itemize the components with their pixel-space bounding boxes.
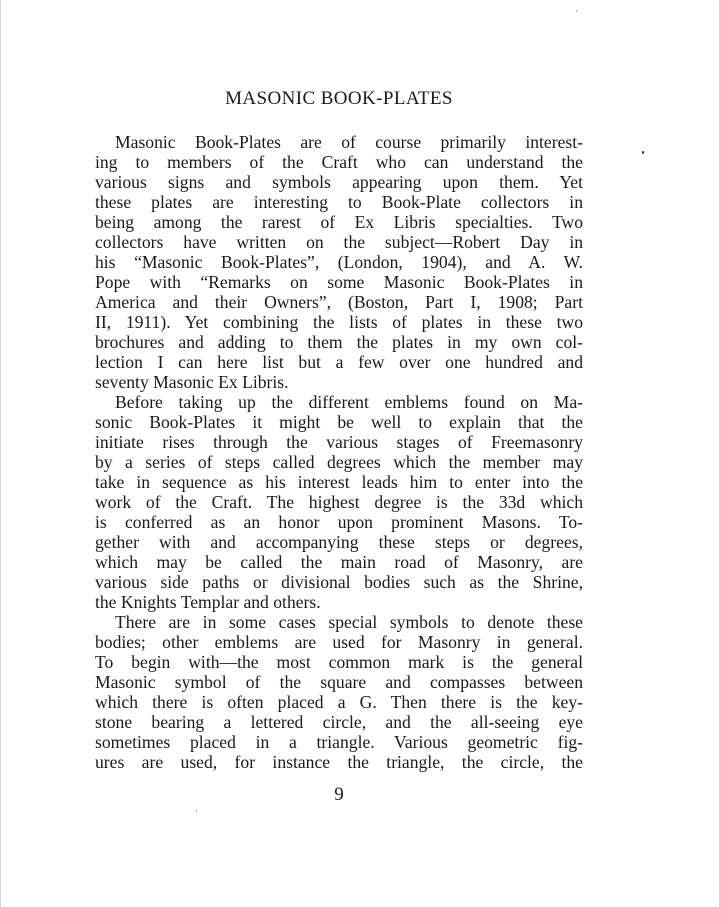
text-line: Before taking up the different emblems found on Ma-	[115, 392, 583, 412]
text-line: Masonic symbol of the square and compasses between	[95, 672, 583, 692]
text-line: his “Masonic Book-Plates”, (London, 1904), and A. W.	[95, 252, 583, 272]
scan-speck	[196, 810, 197, 812]
paragraph	[95, 132, 583, 392]
text-line: the Knights Templar and others.	[95, 592, 321, 612]
text-line: which may be called the main road of Masonry, are	[95, 552, 583, 572]
text-line: Masonic Book-Plates are of course primarily interest-	[115, 132, 583, 152]
text-line: sometimes placed in a triangle. Various geometric fig-	[95, 732, 583, 752]
text-line: various signs and symbols appearing upon them. Yet	[95, 172, 583, 192]
text-line: America and their Owners”, (Boston, Part I, 1908; Part	[95, 292, 583, 312]
scan-speck	[642, 151, 644, 154]
text-line: work of the Craft. The highest degree is the 33d which	[95, 492, 583, 512]
paragraph	[95, 392, 583, 612]
text-line: various side paths or divisional bodies such as the Shrine,	[95, 572, 583, 592]
text-line: bodies; other emblems are used for Masonry in general.	[95, 632, 583, 652]
text-line: initiate rises through the various stages of Freemasonry	[95, 432, 583, 452]
body-text	[95, 132, 583, 772]
text-line: lection I can here list but a few over one hundred and	[95, 352, 583, 372]
text-line: II, 1911). Yet combining the lists of plates in these two	[95, 312, 583, 332]
text-line: To begin with—the most common mark is the general	[95, 652, 583, 672]
text-line: stone bearing a lettered circle, and the all-seeing eye	[95, 712, 583, 732]
text-line: by a series of steps called degrees which the member may	[95, 452, 583, 472]
text-line: collectors have written on the subject—Robert Day in	[95, 232, 583, 252]
text-line: There are in some cases special symbols to denote these	[115, 612, 583, 632]
text-line: is conferred as an honor upon prominent Masons. To-	[95, 512, 583, 532]
text-line: Pope with “Remarks on some Masonic Book-Plates in	[95, 272, 583, 292]
running-head: MASONIC BOOK-PLATES	[225, 88, 453, 109]
paragraph	[95, 612, 583, 772]
text-line: ures are used, for instance the triangle, the circle, the	[95, 752, 583, 772]
text-line: being among the rarest of Ex Libris specialties. Two	[95, 212, 583, 232]
text-line: which there is often placed a G. Then there is the key-	[95, 692, 583, 712]
text-line: sonic Book-Plates it might be well to explain that the	[95, 412, 583, 432]
text-line: these plates are interesting to Book-Plate collectors in	[95, 192, 583, 212]
text-line: seventy Masonic Ex Libris.	[95, 372, 289, 392]
text-line: ing to members of the Craft who can understand the	[95, 152, 583, 172]
text-line: take in sequence as his interest leads him to enter into the	[95, 472, 583, 492]
page-number: 9	[334, 784, 344, 805]
text-line: gether with and accompanying these steps or degrees,	[95, 532, 583, 552]
scan-speck	[576, 10, 577, 12]
text-line: brochures and adding to them the plates in my own col-	[95, 332, 583, 352]
